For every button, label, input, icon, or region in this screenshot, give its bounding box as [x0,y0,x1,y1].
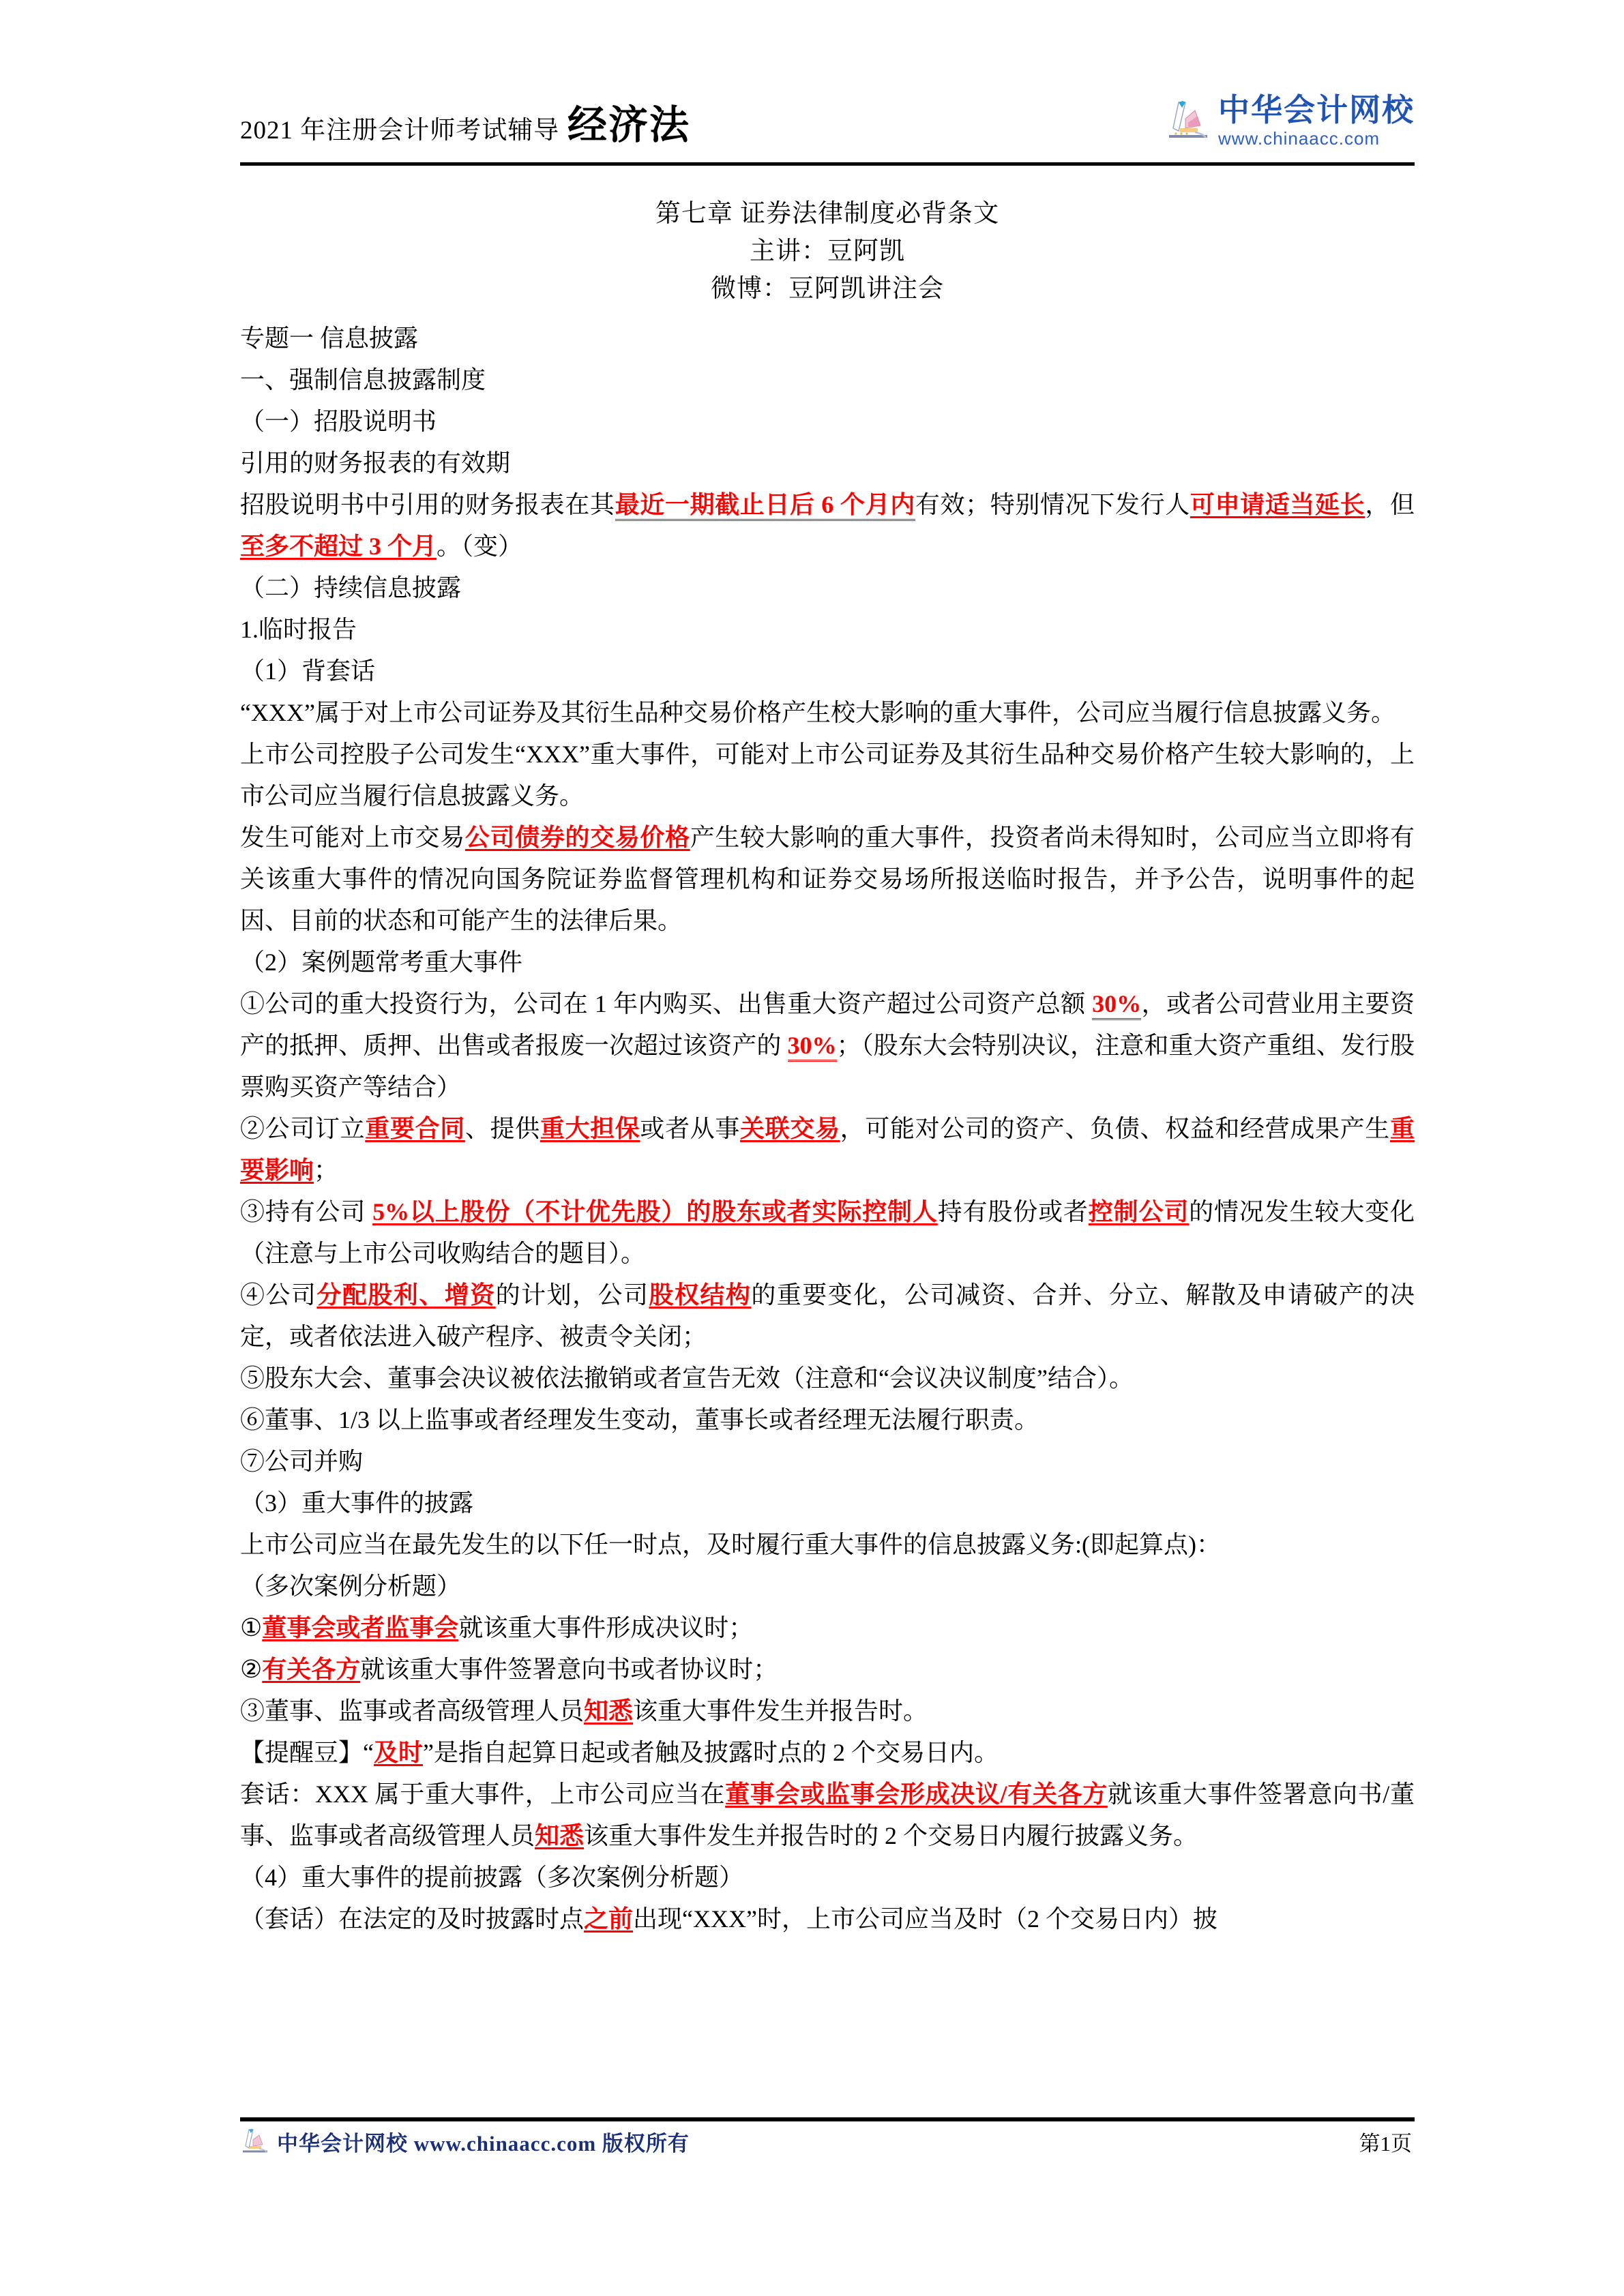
text-run: 的重要变化，公司减资、合并、分立、解散及申请破产的决定，或者依法进入破产程序、被责令关闭； [240,1281,1415,1350]
paragraph-disclosure-timing [240,1524,1415,1566]
text-run: 上市公司控股子公司发生“XXX”重大事件，可能对上市公司证券及其衍生品种交易价格产生较大影响的，上市公司应当履行信息披露义务。 [240,741,1415,809]
text-run: ①公司的重大投资行为，公司在 1 年内购买、出售重大资产超过公司资产总额 [240,990,1093,1017]
text-run: “XXX”属于对上市公司证券及其衍生品种交易价格产生校大影响的重大事件，公司应当履行信息披露义务。 [240,699,1396,726]
event-item-6 [240,1399,1415,1441]
text-run: ，可能对公司的资产、负债、权益和经营成果产生 [840,1115,1390,1142]
event-item-5 [240,1358,1415,1399]
timing-item-1 [240,1607,1415,1649]
text-run: 招股说明书中引用的财务报表在其 [240,491,615,518]
text-run: 该重大事件发生并报告时。 [633,1697,928,1725]
highlighted-run: 公司债券的交易价格 [464,824,690,851]
text-run: ③董事、监事或者高级管理人员 [240,1697,585,1725]
paragraph-prospectus-validity [240,484,1415,567]
text-run: 发生可能对上市交易 [240,824,465,851]
logo-brand-name: 中华会计网校 [1218,92,1415,128]
chapter-title: 第七章 证券法律制度必背条文 [655,200,1000,228]
paragraph-subsidiary-major-event [240,734,1415,817]
text-run: ② [240,1656,263,1683]
text-run: （套话）在法定的及时披露时点 [240,1905,585,1933]
subsection-heading-1 [240,401,1415,443]
text-run: ① [240,1614,263,1641]
lecturer-line: 主讲：豆阿凯 [750,237,905,265]
footer-divider [240,2117,1415,2121]
text-run: ④公司 [240,1281,317,1309]
event-item-4 [240,1274,1415,1358]
highlighted-run: 控制公司 [1088,1198,1190,1225]
paragraph-corporate-bond-price [240,817,1415,942]
text-run: ⑦公司并购 [240,1448,364,1475]
template-paragraph-2 [240,1898,1415,1940]
highlighted-run: 可申请适当延长 [1190,491,1365,518]
highlighted-run: 30% [788,1032,837,1062]
highlighted-run: 之前 [584,1905,634,1933]
text-run: 就该重大事件签署意向书或者协议时； [360,1656,778,1683]
highlighted-run: 重要合同 [365,1115,465,1142]
highlighted-run: 及时 [373,1739,423,1766]
highlighted-run: 至多不超过 3 个月 [240,533,437,560]
header-divider [240,162,1415,166]
text-run: 。（变） [437,533,523,560]
text-run: 的计划，公司 [495,1281,649,1309]
paragraph-validity-heading [240,443,1415,484]
event-item-1 [240,983,1415,1108]
text-run: 【提醒豆】“ [240,1739,374,1766]
text-run: 有效；特别情况下发行人 [915,491,1190,518]
highlighted-run: 5%以上股份（不计优先股）的股东或者实际控制人 [372,1198,938,1225]
text-run: 该重大事件发生并报告时的 2 个交易日内履行披露义务。 [584,1822,1198,1849]
text-run: （2）案例题常考重大事件 [240,949,523,976]
paragraph-multi-case-note [240,1566,1415,1607]
highlighted-run: 最近一期截止日后 6 个月内 [615,491,915,521]
page-footer [240,2126,1415,2157]
text-run: 一、强制信息披露制度 [240,366,486,393]
text-run: 持有股份或者 [937,1198,1089,1225]
event-item-3 [240,1191,1415,1274]
text-run: （多次案例分析题） [240,1572,462,1600]
text-run: （一）招股说明书 [240,408,437,435]
text-run: 、提供 [464,1115,540,1142]
text-run: 专题一 信息披露 [240,325,419,352]
text-run: ”是指自起算日起或者触及披露时点的 2 个交易日内。 [423,1739,999,1766]
text-run: ②公司订立 [240,1115,366,1142]
text-run: ③持有公司 [240,1198,373,1225]
text-run: ，但 [1365,491,1415,518]
paragraph-xxx-major-event [240,692,1415,734]
header-subject-title: 经济法 [567,103,691,147]
highlighted-run: 重要影响 [240,1115,1415,1184]
header-course-line: 2021 年注册会计师考试辅导 [240,117,560,145]
text-run: ；（股东大会特别决议，注意和重大资产重组、发行股票购买资产等结合） [240,1032,1415,1101]
sub-item-heading-1-3 [240,1482,1415,1524]
highlighted-run: 关联交易 [740,1115,840,1142]
timing-item-2 [240,1649,1415,1690]
section-heading-1 [240,359,1415,401]
text-run: 产生较大影响的重大事件，投资者尚未得知时，公司应当立即将有关该重大事件的情况向国务院证券监督管理机构和证券交易场所报送临时报告，并予公告，说明事件的起因、目前的状态和可能产生的法律后果。 [240,824,1415,934]
logo-brand-url: www.chinaacc.com [1218,128,1381,149]
footer-copyright-text: 中华会计网校 www.chinaacc.com 版权所有 [277,2132,690,2156]
header-logo [1165,94,1415,147]
chinaacc-pen-logo-icon [240,2127,270,2157]
text-run: （4）重大事件的提前披露（多次案例分析题） [240,1864,744,1891]
sub-item-heading-1-4 [240,1857,1415,1898]
highlighted-run: 知悉 [535,1822,585,1849]
document-title-block [240,195,1415,308]
tip-paragraph [240,1732,1415,1774]
event-item-7 [240,1441,1415,1482]
highlighted-run: 30% [1092,990,1141,1020]
event-item-2 [240,1108,1415,1191]
text-run: 1.临时报告 [240,616,357,643]
text-run: 就该重大事件签署意向书/董事、监事或者高级管理人员 [240,1780,1415,1849]
text-run: 或者从事 [640,1115,741,1142]
text-run: ⑥董事、1/3 以上监事或者经理发生变动，董事长或者经理无法履行职责。 [240,1406,1039,1433]
text-run: （二）持续信息披露 [240,574,462,601]
highlighted-run: 董事会或者监事会 [262,1614,459,1641]
text-run: ； [314,1157,339,1184]
highlighted-run: 知悉 [584,1697,634,1725]
page-header [240,82,1415,157]
text-run: ⑤股东大会、董事会决议被依法撤销或者宣告无效（注意和“会议决议制度”结合）。 [240,1365,1134,1392]
sub-item-heading-1-2 [240,942,1415,983]
chinaacc-pen-logo-icon [1165,98,1211,143]
document-body [240,318,1415,1940]
weibo-line: 微博：豆阿凯讲注会 [711,275,944,303]
highlighted-run: 股权结构 [649,1281,752,1309]
text-run: 就该重大事件形成决议时； [458,1614,754,1641]
subsection-heading-2 [240,567,1415,609]
template-paragraph-1 [240,1774,1415,1857]
highlighted-run: 董事会或监事会形成决议/有关各方 [725,1780,1108,1808]
footer-page-number: 第1页 [1359,2132,1412,2156]
text-run: 引用的财务报表的有效期 [240,449,511,477]
highlighted-run: 重大担保 [540,1115,640,1142]
timing-item-3 [240,1690,1415,1732]
text-run: 的情况发生较大变化（注意与上市公司收购结合的题目）。 [240,1198,1415,1267]
numbered-heading-1 [240,609,1415,651]
text-run: 套话：XXX 属于重大事件，上市公司应当在 [240,1780,726,1808]
sub-item-heading-1-1 [240,651,1415,692]
text-run: 出现“XXX”时，上市公司应当及时（2 个交易日内）披 [633,1905,1217,1933]
highlighted-run: 分配股利、增资 [316,1281,496,1309]
text-run: 上市公司应当在最先发生的以下任一时点，及时履行重大事件的信息披露义务:(即起算点)： [240,1531,1221,1558]
topic-heading-1 [240,318,1415,359]
text-run: （3）重大事件的披露 [240,1489,474,1517]
text-run: （1）背套话 [240,657,376,685]
text-run: ，或者公司营业用主要资产的抵押、质押、出售或者报废一次超过该资产的 [240,990,1415,1059]
highlighted-run: 有关各方 [262,1656,361,1683]
footer-brand [240,2126,690,2157]
